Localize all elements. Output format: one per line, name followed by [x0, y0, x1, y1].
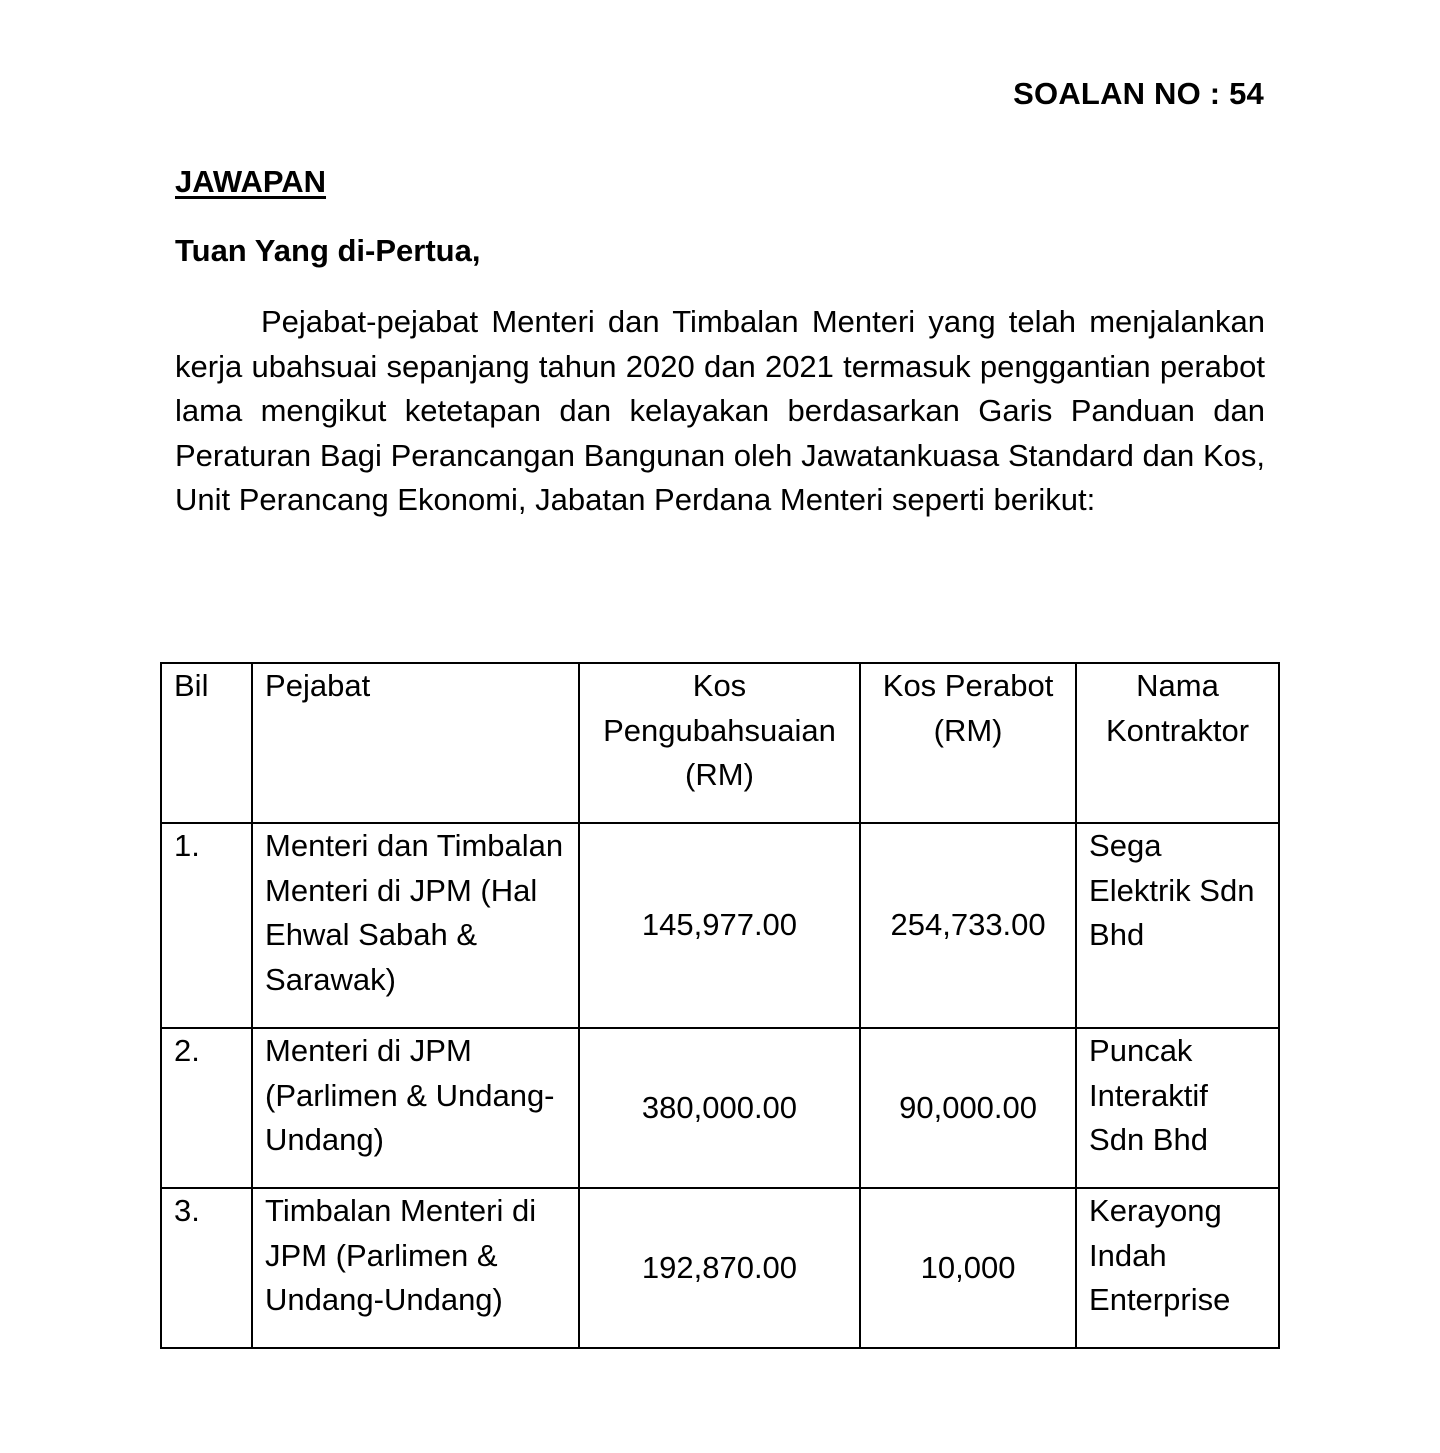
- cell-kos-pengubahsuaian: 145,977.00: [579, 823, 860, 1028]
- cell-bil: 1.: [161, 823, 252, 1028]
- cell-pejabat: Timbalan Menteri di JPM (Parlimen & Undang-Undang): [252, 1188, 579, 1348]
- cell-nama-kontraktor: Sega Elektrik Sdn Bhd: [1076, 823, 1279, 1028]
- header-kos-perabot: Kos Perabot (RM): [860, 663, 1076, 823]
- header-bil: Bil: [161, 663, 252, 823]
- table-row: [161, 1028, 1279, 1188]
- header-pejabat: Pejabat: [252, 663, 579, 823]
- cell-bil: 3.: [161, 1188, 252, 1348]
- cell-kos-pengubahsuaian: 192,870.00: [579, 1188, 860, 1348]
- cell-kos-perabot: 254,733.00: [860, 823, 1076, 1028]
- header-nama-kontraktor: Nama Kontraktor: [1076, 663, 1279, 823]
- cell-pejabat: Menteri dan Timbalan Menteri di JPM (Hal Ehwal Sabah & Sarawak): [252, 823, 579, 1028]
- answer-paragraph: Pejabat-pejabat Menteri dan Timbalan Menteri yang telah menjalankan kerja ubahsuai sepanjang tahun 2020 dan 2021 termasuk penggantian perabot lama mengikut ketetapan dan kelayakan berdasarkan Garis Panduan dan Peraturan Bagi Perancangan Bangunan oleh Jawatankuasa Standard dan Kos, Unit Perancang Ekonomi, Jabatan Perdana Menteri seperti berikut:: [175, 304, 1265, 518]
- cell-bil: 2.: [161, 1028, 252, 1188]
- cell-pejabat: Menteri di JPM (Parlimen & Undang-Undang): [252, 1028, 579, 1188]
- cell-kos-perabot: 90,000.00: [860, 1028, 1076, 1188]
- header-kos-pengubahsuaian: Kos Pengubahsuaian (RM): [579, 663, 860, 823]
- salutation: Tuan Yang di-Pertua,: [175, 233, 481, 268]
- table-row: [161, 1188, 1279, 1348]
- cell-kos-pengubahsuaian: 380,000.00: [579, 1028, 860, 1188]
- answer-heading: JAWAPAN: [175, 164, 327, 199]
- renovation-cost-table: [160, 662, 1280, 1349]
- table-row: [161, 823, 1279, 1028]
- table-header-row: [161, 663, 1279, 823]
- cell-kos-perabot: 10,000: [860, 1188, 1076, 1348]
- question-number: SOALAN NO : 54: [1013, 76, 1264, 111]
- cell-nama-kontraktor: Kerayong Indah Enterprise: [1076, 1188, 1279, 1348]
- cell-nama-kontraktor: Puncak Interaktif Sdn Bhd: [1076, 1028, 1279, 1188]
